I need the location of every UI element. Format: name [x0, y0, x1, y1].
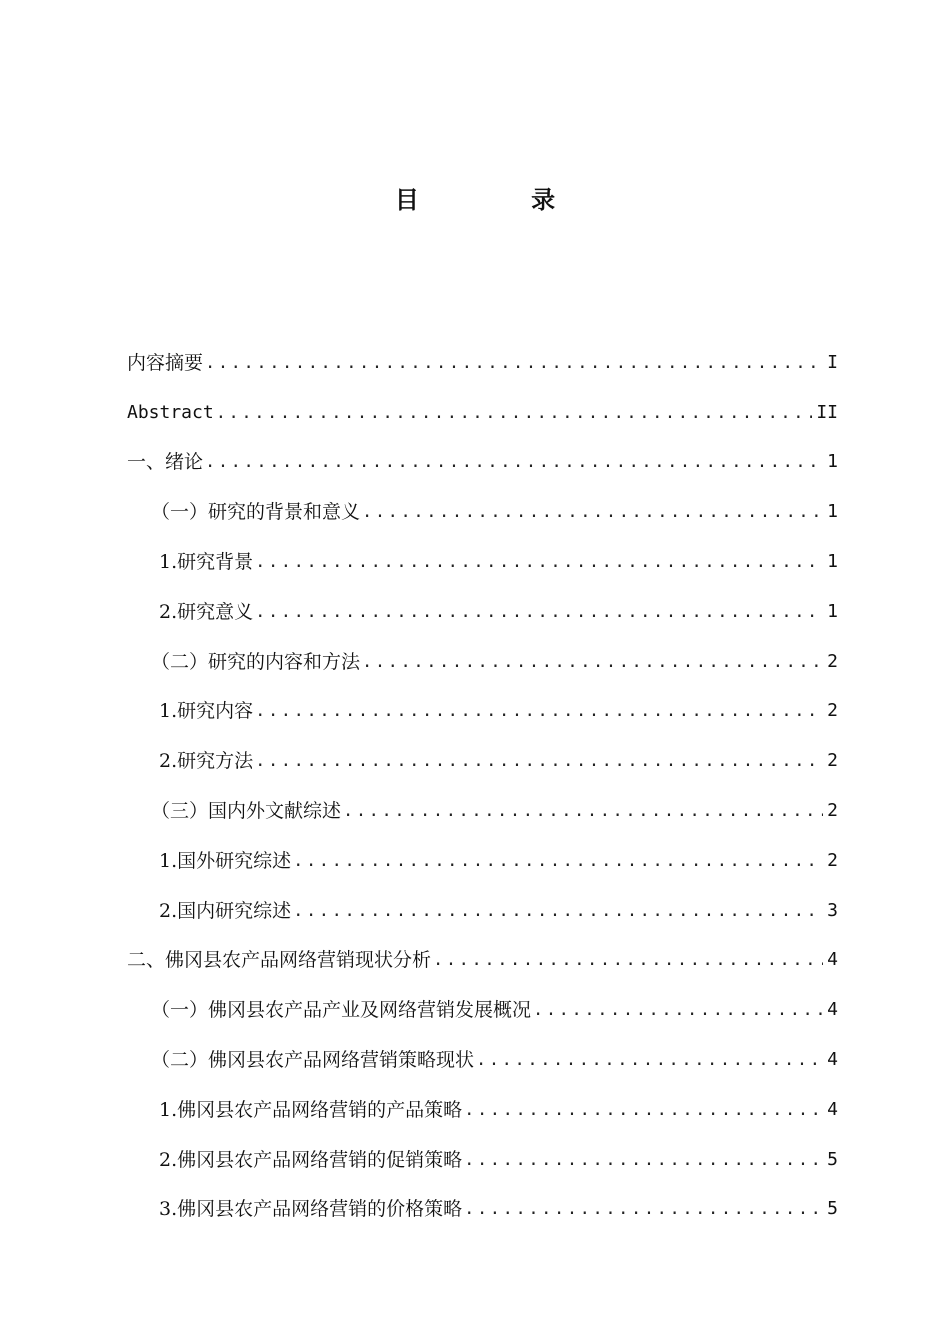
toc-entry[interactable] — [127, 681, 838, 731]
toc-dot-leader — [216, 394, 813, 432]
toc-page-number: 2 — [827, 849, 838, 871]
toc-entry[interactable] — [127, 432, 838, 482]
toc-dot-leader — [464, 1141, 823, 1179]
toc-entry-title: 3.佛冈县农产品网络营销的价格策略 — [159, 1198, 463, 1221]
toc-dot-leader — [362, 493, 823, 531]
toc-entry-title: Abstract — [127, 401, 214, 423]
toc-dot-leader — [255, 593, 823, 631]
toc-dot-leader — [293, 842, 823, 880]
toc-entry-title: 2.研究方法 — [159, 750, 254, 773]
toc-entry[interactable] — [127, 830, 838, 880]
toc-entry-title: （一）研究的背景和意义 — [151, 501, 361, 524]
toc-page-number: 4 — [827, 1048, 838, 1070]
toc-entry-title: 2.国内研究综述 — [159, 899, 292, 922]
toc-entry-title: 1.国外研究综述 — [159, 849, 292, 872]
toc-entry-title: 1.佛冈县农产品网络营销的产品策略 — [159, 1098, 463, 1121]
toc-entry[interactable] — [127, 1029, 838, 1079]
toc-page-number: I — [827, 351, 838, 373]
toc-entry-title: 2.佛冈县农产品网络营销的促销策略 — [159, 1148, 463, 1171]
toc-dot-leader — [205, 344, 823, 382]
toc-entry-title: （二）研究的内容和方法 — [151, 650, 361, 673]
toc-entry[interactable] — [127, 1179, 838, 1229]
toc-page-number: 4 — [827, 949, 838, 971]
toc-entry-title: （一）佛冈县农产品产业及网络营销发展概况 — [151, 999, 532, 1022]
toc-dot-leader — [464, 1190, 823, 1228]
table-of-contents — [127, 332, 838, 1228]
toc-dot-leader — [464, 1091, 823, 1129]
toc-page-number: 1 — [827, 501, 838, 523]
toc-page-number: 1 — [827, 451, 838, 473]
toc-entry[interactable] — [127, 930, 838, 980]
toc-page-number: 4 — [827, 999, 838, 1021]
toc-entry[interactable] — [127, 730, 838, 780]
toc-page-number: 4 — [827, 1098, 838, 1120]
toc-dot-leader — [205, 443, 823, 481]
toc-entry-title: 二、佛冈县农产品网络营销现状分析 — [127, 949, 432, 972]
toc-page-number: 1 — [827, 550, 838, 572]
toc-page-number: 5 — [827, 1198, 838, 1220]
toc-page-number: 2 — [827, 799, 838, 821]
toc-dot-leader — [255, 692, 823, 730]
toc-entry[interactable] — [127, 979, 838, 1029]
toc-dot-leader — [476, 1041, 823, 1079]
toc-dot-leader — [433, 941, 823, 979]
toc-dot-leader — [362, 643, 823, 681]
toc-page-number: 3 — [827, 899, 838, 921]
toc-entry[interactable] — [127, 481, 838, 531]
toc-dot-leader — [533, 991, 823, 1029]
toc-entry-title: 1.研究内容 — [159, 700, 254, 723]
toc-entry-title: 一、绪论 — [127, 451, 204, 474]
toc-page-number: 5 — [827, 1148, 838, 1170]
toc-entry-title: 2.研究意义 — [159, 600, 254, 623]
toc-entry[interactable] — [127, 880, 838, 930]
toc-entry[interactable] — [127, 1129, 838, 1179]
page-title: 目 录 — [394, 186, 608, 214]
toc-entry[interactable] — [127, 631, 838, 681]
toc-dot-leader — [255, 543, 823, 581]
toc-entry-title: 1.研究背景 — [159, 550, 254, 573]
toc-entry-title: （三）国内外文献综述 — [151, 799, 342, 822]
toc-dot-leader — [343, 792, 823, 830]
toc-page-number: II — [816, 401, 838, 423]
toc-page-number: 1 — [827, 600, 838, 622]
toc-page-number: 2 — [827, 700, 838, 722]
toc-entry[interactable] — [127, 382, 838, 432]
toc-entry[interactable] — [127, 332, 838, 382]
toc-dot-leader — [255, 742, 823, 780]
toc-entry[interactable] — [127, 780, 838, 830]
toc-entry-title: 内容摘要 — [127, 351, 204, 374]
toc-dot-leader — [293, 892, 823, 930]
toc-entry-title: （二）佛冈县农产品网络营销策略现状 — [151, 1048, 475, 1071]
toc-entry[interactable] — [127, 1079, 838, 1129]
toc-entry[interactable] — [127, 581, 838, 631]
toc-page-number: 2 — [827, 750, 838, 772]
toc-page-number: 2 — [827, 650, 838, 672]
toc-entry[interactable] — [127, 531, 838, 581]
